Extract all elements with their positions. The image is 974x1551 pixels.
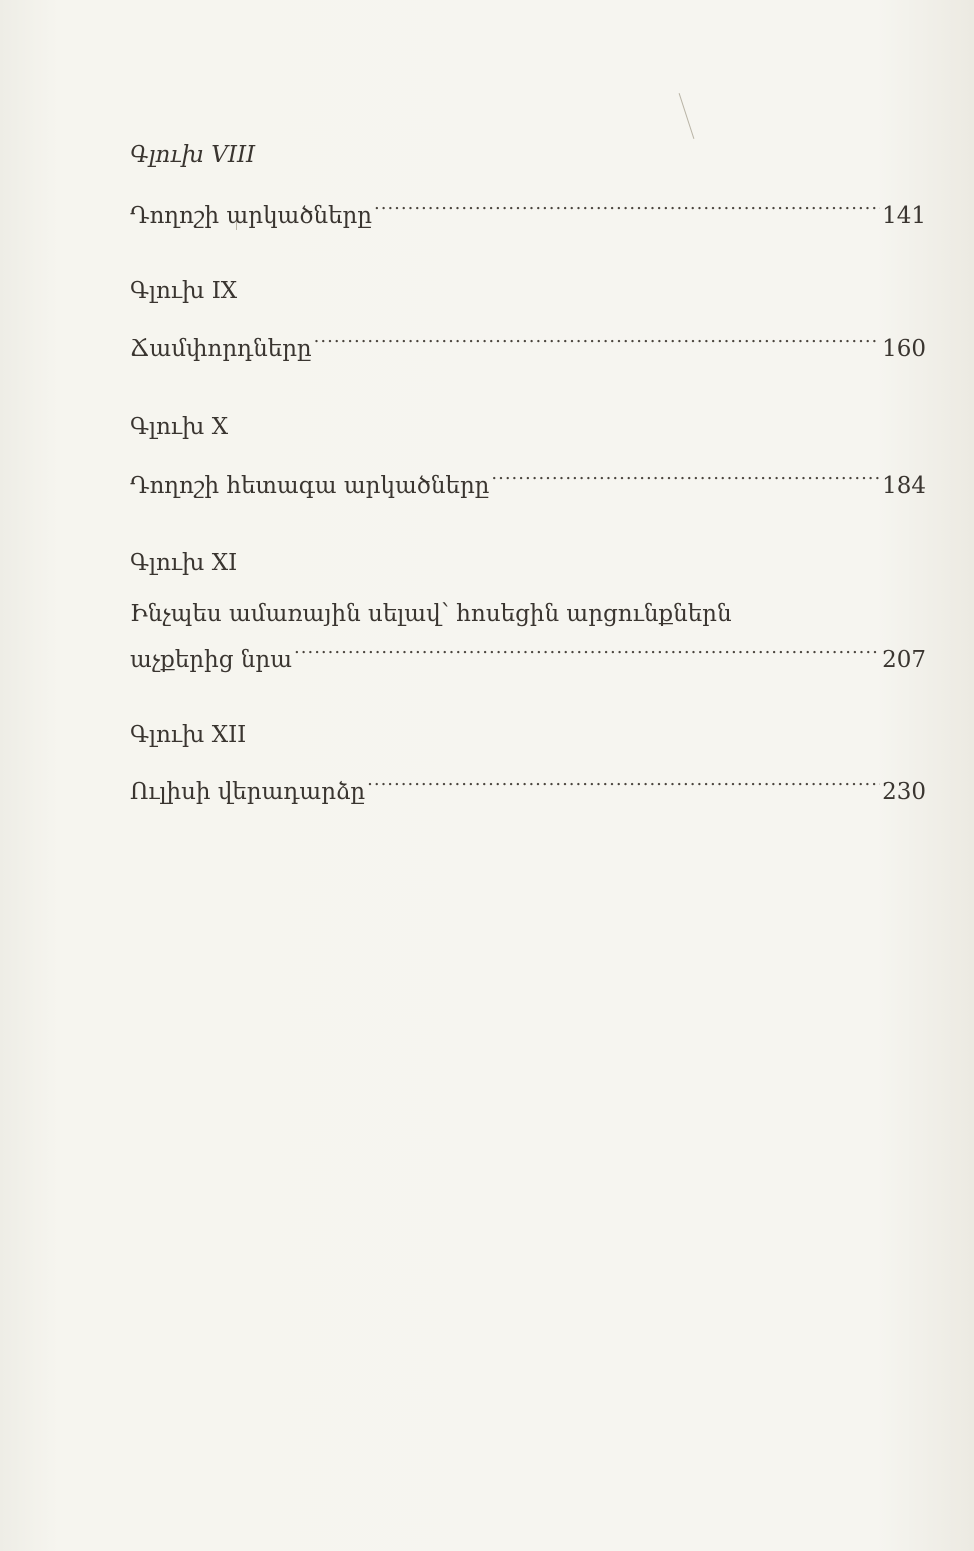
chapter-label: Գլուխ VIII — [130, 142, 256, 168]
toc-chapter-11 — [130, 548, 926, 675]
chapter-label: Գլուխ XI — [130, 550, 238, 576]
toc-chapter-8 — [130, 140, 926, 231]
toc-chapter-10 — [130, 412, 926, 501]
chapter-title: աչքերից նրա — [130, 647, 293, 673]
page-number: 160 — [882, 336, 926, 362]
chapter-label: Գլուխ IX — [130, 278, 238, 304]
chapter-label: Գլուխ X — [130, 414, 229, 440]
dot-leader — [374, 193, 880, 223]
chapter-title: Ուլիսի վերադարձը — [130, 779, 366, 805]
toc-chapter-12 — [130, 720, 926, 807]
dot-leader — [491, 463, 880, 493]
page-number: 184 — [882, 473, 926, 499]
dot-leader — [294, 637, 880, 667]
toc-entry[interactable] — [130, 769, 926, 807]
toc-entry[interactable] — [130, 463, 926, 501]
chapter-title: Դողոշի արկածները — [130, 203, 372, 229]
chapter-title: Դողոշի հետագա արկածները — [130, 473, 490, 499]
paper-crease-mark — [679, 93, 695, 139]
page-number: 207 — [882, 647, 926, 673]
chapter-title-line1: Ինչպես ամառային սելավ՝ հոսեցին արցունքներն — [130, 601, 732, 627]
page-number: 230 — [882, 779, 926, 805]
chapter-label: Գլուխ XII — [130, 722, 247, 748]
dot-leader — [367, 769, 880, 799]
toc-entry[interactable] — [130, 637, 926, 675]
toc-entry[interactable] — [130, 193, 926, 231]
chapter-title: Ճամփորդները — [130, 336, 312, 362]
toc-chapter-9 — [130, 276, 926, 364]
toc-entry[interactable] — [130, 326, 926, 364]
page-number: 141 — [882, 203, 926, 229]
dot-leader — [314, 326, 880, 356]
